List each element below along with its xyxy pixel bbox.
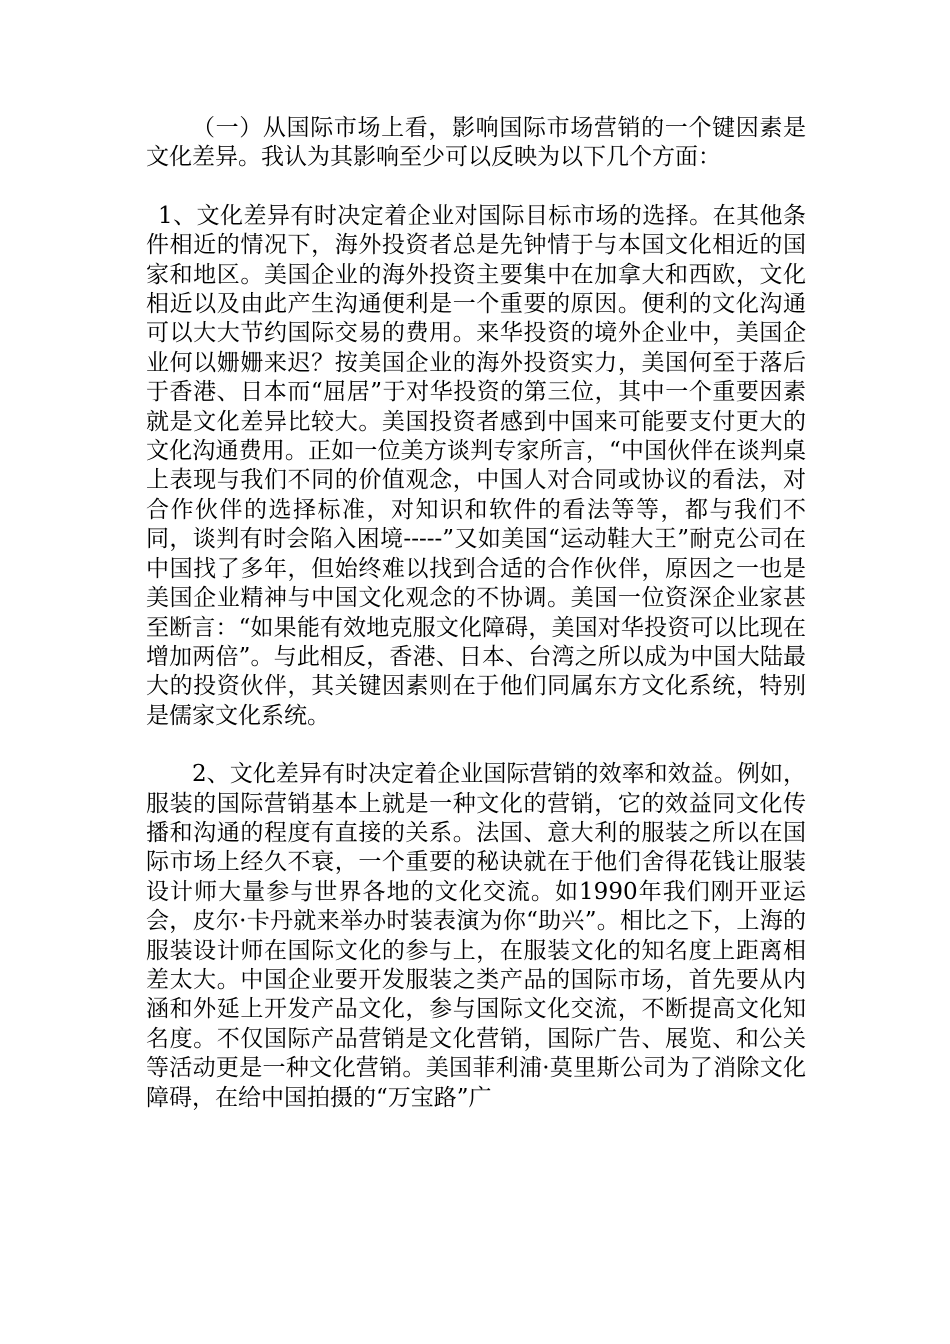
paragraph-point-2: 2、文化差异有时决定着企业国际营销的效率和效益。例如，服装的国际营销基本上就是一种文化的营销，它的效益同文化传播和沟通的程度有直接的关系。法国、意大利的服装之所以在国际市场上经久不衰，一个重要的秘诀就在于他们舍得花钱让服装设计师大量参与世界各地的文化交流。如1990年我们刚开亚运会，皮尔·卡丹就来举办时装表演为你“助兴”。相比之下，上海的服装设计师在国际文化的参与上，在服装文化的知名度上距离相差太大。中国企业要开发服装之类产品的国际市场，首先要从内涵和外延上开发产品文化，参与国际文化交流，不断提高文化知名度。不仅国际产品营销是文化营销，国际广告、展览、和公关等活动更是一种文化营销。美国菲利浦·莫里斯公司为了消除文化障碍，在给中国拍摄的“万宝路”广 [146, 761, 806, 1111]
paragraph-point-1: 1、文化差异有时决定着企业对国际目标市场的选择。在其他条件相近的情况下，海外投资者总是先钟情于与本国文化相近的国家和地区。美国企业的海外投资主要集中在加拿大和西欧，文化相近以及由此产生沟通便利是一个重要的原因。便利的文化沟通可以大大节约国际交易的费用。来华投资的境外企业中，美国企业何以姗姗来迟？按美国企业的海外投资实力，美国何至于落后于香港、日本而“屈居”于对华投资的第三位，其中一个重要因素就是文化差异比较大。美国投资者感到中国来可能要支付更大的文化沟通费用。正如一位美方谈判专家所言，“中国伙伴在谈判桌上表现与我们不同的价值观念，中国人对合同或协议的看法，对合作伙伴的选择标准，对知识和软件的看法等等，都与我们不同，谈判有时会陷入困境-----”又如美国“运动鞋大王”耐克公司在中国找了多年，但始终难以找到合适的合作伙伴，原因之一也是美国企业精神与中国文化观念的不协调。美国一位资深企业家甚至断言：“如果能有效地克服文化障碍，美国对华投资可以比现在增加两倍”。与此相反，香港、日本、台湾之所以成为中国大陆最大的投资伙伴，其关键因素则在于他们同属东方文化系统，特别是儒家文化系统。 [146, 202, 806, 729]
document-body [146, 114, 806, 1113]
paragraph-intro: （一）从国际市场上看，影响国际市场营销的一个键因素是文化差异。我认为其影响至少可以反映为以下几个方面： [146, 115, 806, 171]
